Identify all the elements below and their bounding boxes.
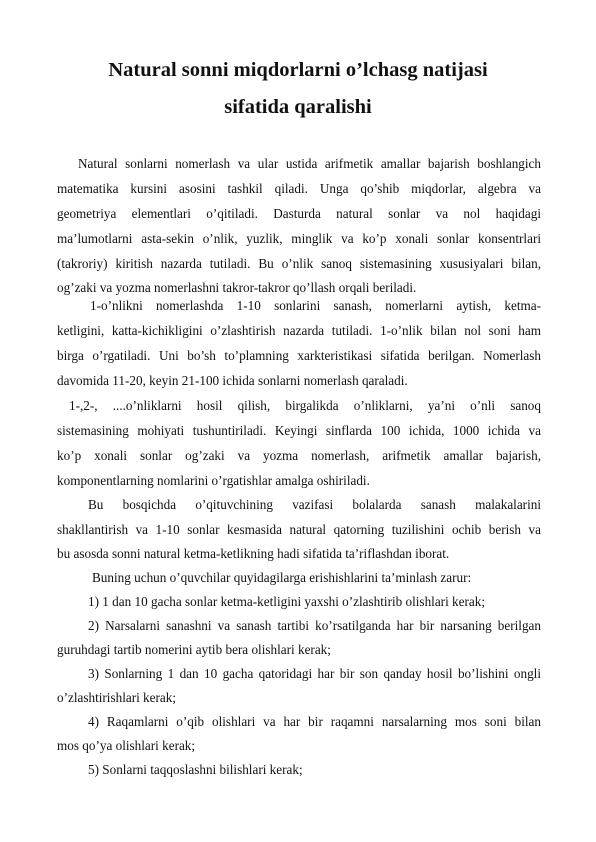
list-item: 2) Narsalarni sanashni va sanash tartibi ko’rsatilganda har bir narsaning berilgan	[88, 618, 541, 633]
text-line: birga o’rgatiladi. Uni bo’sh to’plamning xarkteristikasi sifatida berilgan. Nomerlash	[57, 348, 541, 363]
text-line: matematika kursini asosini tashkil qiladi. Unga qo’shib miqdorlar, algebra va	[57, 181, 541, 196]
text-line: guruhdagi tartib nomerini aytib bera olishlari kerak;	[57, 642, 331, 657]
list-item: 1) 1 dan 10 gacha sonlar ketma-ketligini yaxshi o’zlashtirib olishlari kerak;	[88, 594, 485, 609]
text-line: mos qo’ya olishlari kerak;	[57, 738, 196, 753]
text-line: sistemasining mohiyati tushuntiriladi. Keyingi sinflarda 100 ichida, 1000 ichida va	[57, 423, 541, 438]
text-line: davomida 11-20, keyin 21-100 ichida sonlarni nomerlash qaraladi.	[57, 373, 408, 388]
text-line: ko’p xonali sonlar og’zaki va yozma nomerlash, arifmetik amallar bajarish,	[57, 448, 541, 463]
page-title-line-1: Natural sonni miqdorlarni o’lchasg natijasi	[108, 59, 488, 81]
text-line: shakllantirish va 1-10 sonlar kesmasida natural qatorning tuzilishini ochib berish va	[57, 522, 541, 537]
text-line: Natural sonlarni nomerlash va ular ustida arifmetik amallar bajarish boshlangich	[78, 156, 541, 171]
text-line: geometriya elementlari o’qitiladi. Dasturda natural sonlar va nol haqidagi	[57, 206, 541, 221]
text-line: ketligini, katta-kichikligini o’zlashtirish nazarda tutiladi. 1-o’nlik bilan nol soni ham	[57, 323, 541, 338]
text-line: o’zlashtirishlari kerak;	[57, 690, 177, 705]
list-item: 3) Sonlarning 1 dan 10 gacha qatoridagi har bir son qanday hosil bo’lishini ongli	[88, 666, 541, 681]
text-line: bu asosda sonni natural ketma-ketlikning hadi sifatida ta’riflashdan iborat.	[57, 546, 450, 561]
text-line: (takroriy) kiritish nazarda tutiladi. Bu o’nlik sanoq sistemasining xususiyalari bilan,	[57, 256, 541, 271]
text-line: ma’lumotlarni asta-sekin o’nlik, yuzlik, minglik va ko’p xonali sonlar konsentrlari	[57, 231, 541, 246]
page-title-line-2: sifatida qaralishi	[224, 96, 372, 118]
list-item: 4) Raqamlarni o’qib olishlari va har bir raqamni narsalarning mos soni bilan	[88, 714, 541, 729]
text-line: Bu bosqichda o’qituvchining vazifasi bolalarda sanash malakalarini	[88, 497, 541, 512]
text-line: Buning uchun o’quvchilar quyidagilarga erishishlarini ta’minlash zarur:	[92, 570, 472, 585]
text-line: 1-o’nlikni nomerlashda 1-10 sonlarini sanash, nomerlarni aytish, ketma-	[90, 298, 541, 313]
list-item: 5) Sonlarni taqqoslashni bilishlari kerak;	[88, 762, 303, 777]
text-line: komponentlarning nomlarini o’rgatishlar amalga oshiriladi.	[57, 473, 370, 488]
text-line: 1-,2-, ....o’nliklarni hosil qilish, birgalikda o’nliklarni, ya’ni o’nli sanoq	[69, 398, 541, 413]
text-line: og’zaki va yozma nomerlashni takror-takror qo’llash orqali beriladi.	[57, 280, 417, 295]
